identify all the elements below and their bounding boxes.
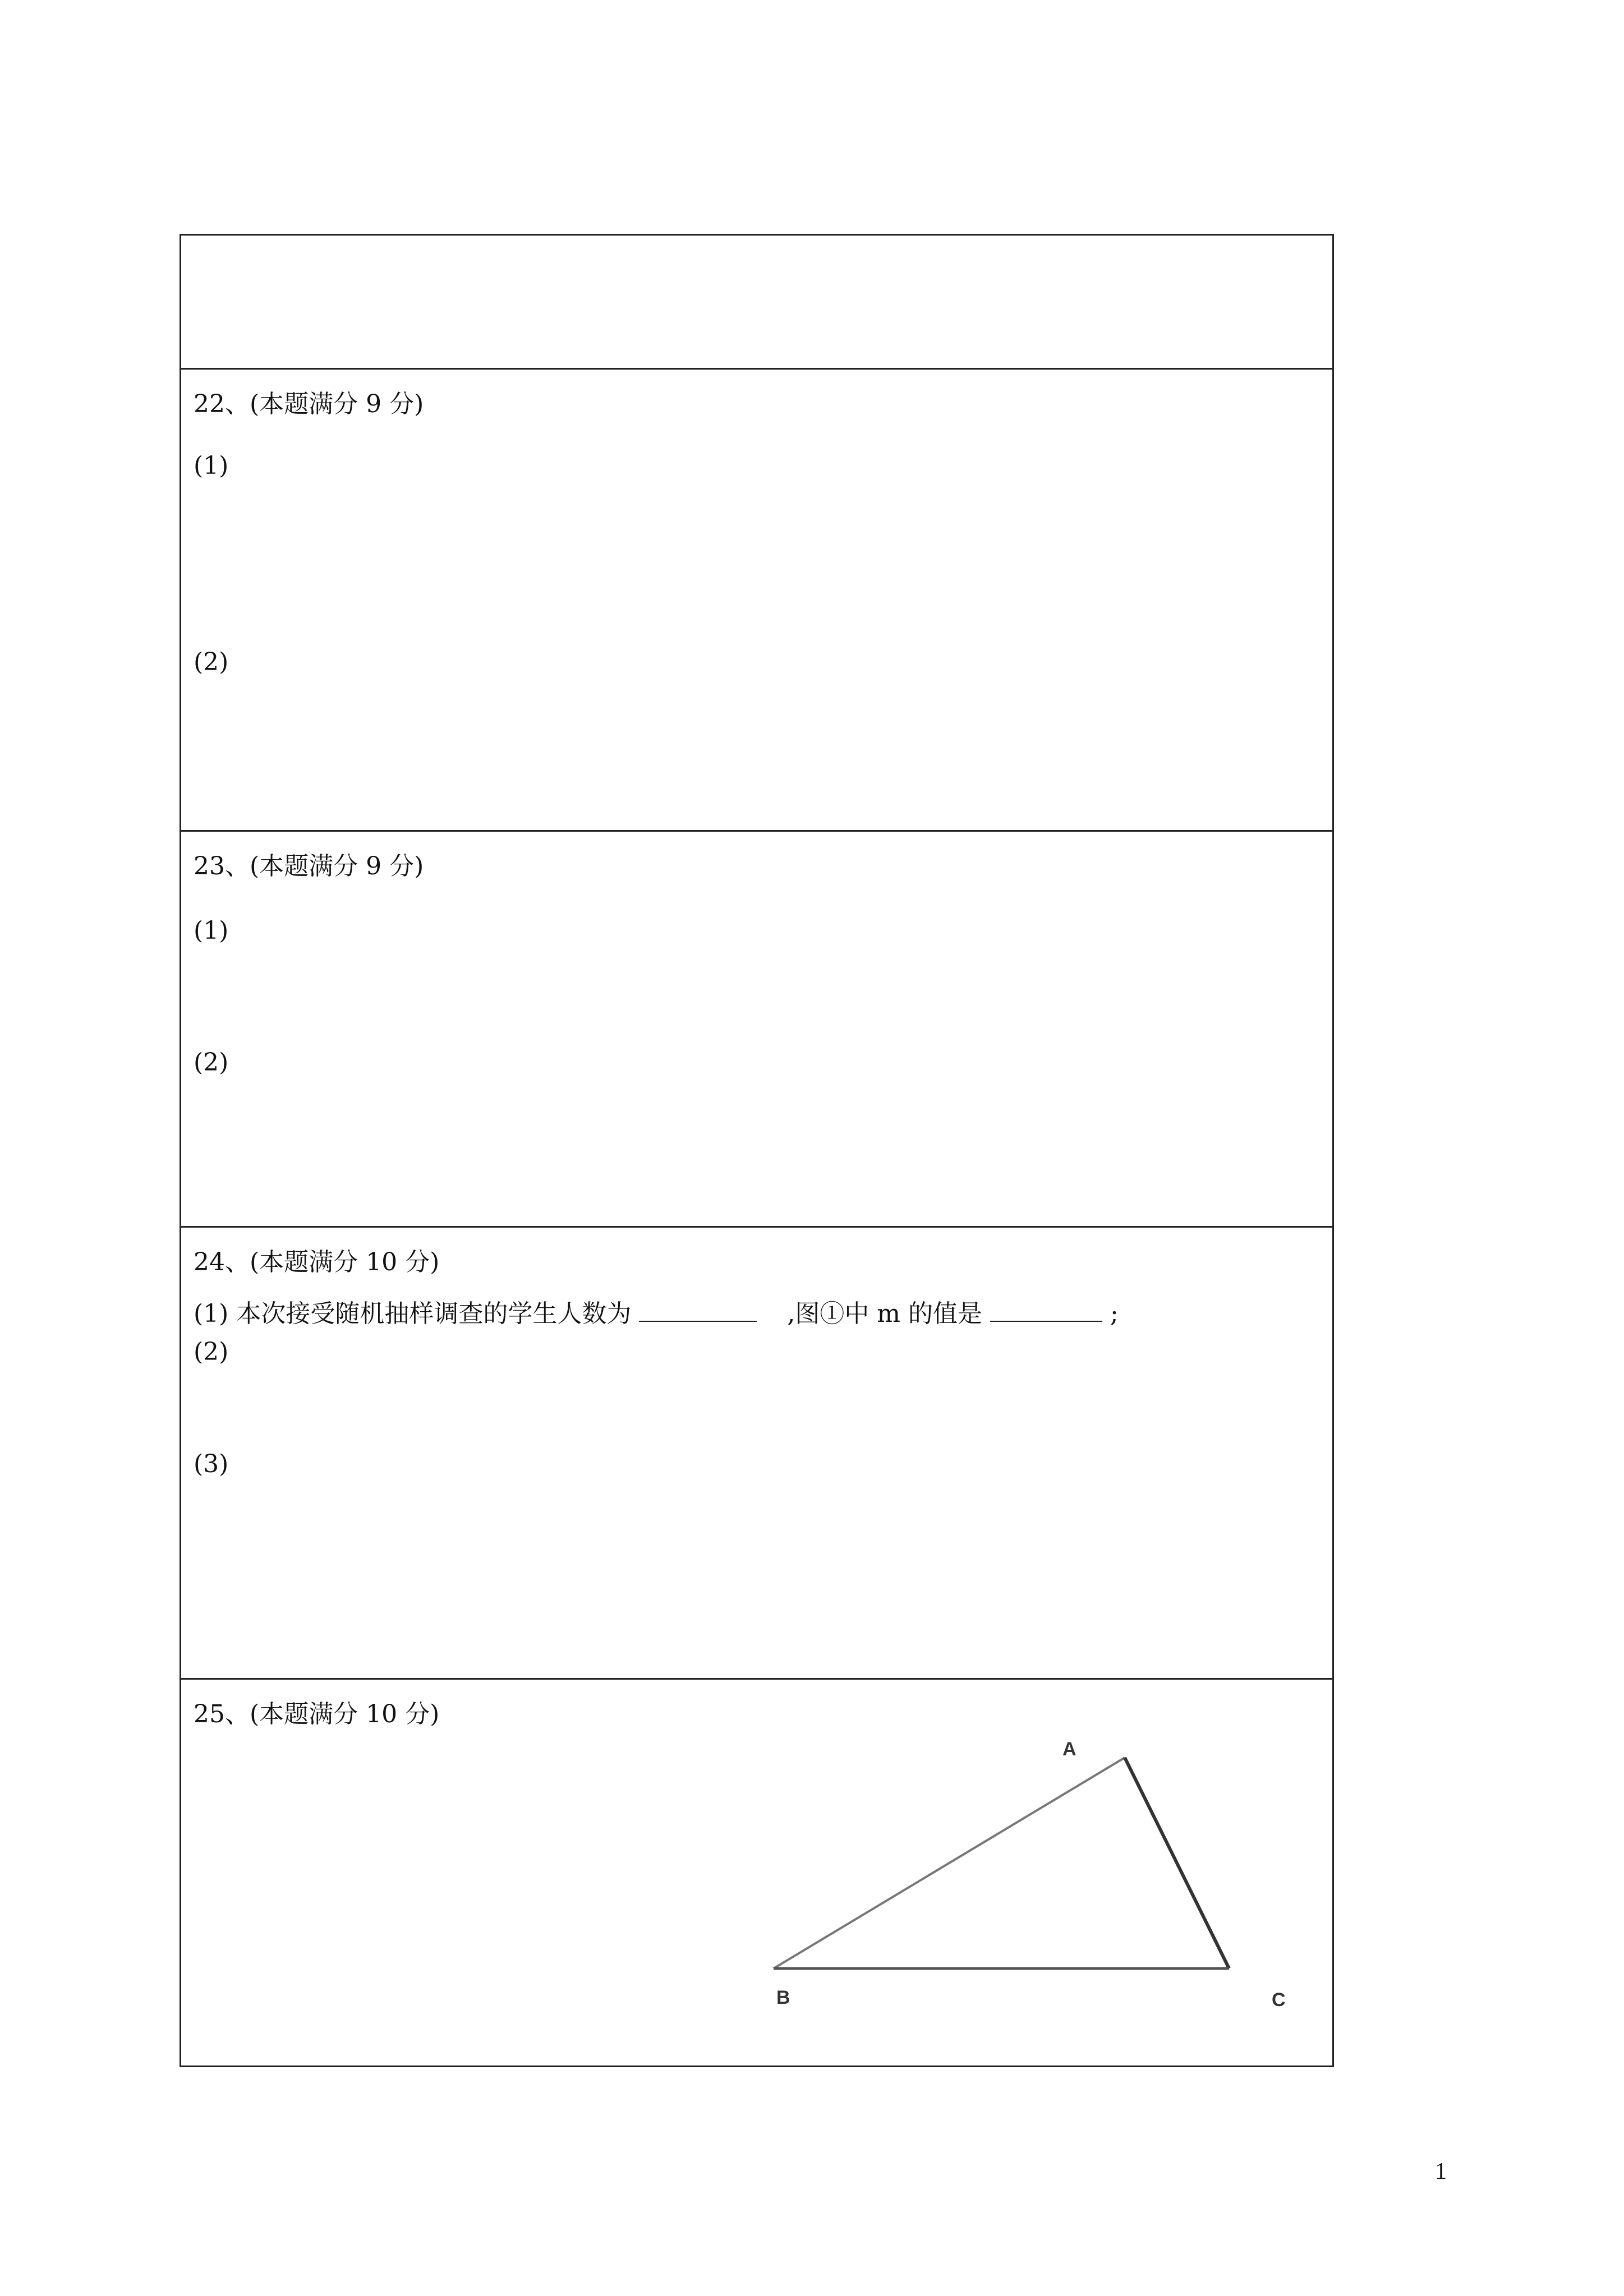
sample-count-answer-blank[interactable] [639,1299,757,1322]
question-24-title: 24、(本题满分 10 分) [194,1248,440,1276]
question-24-part-3: (3) [194,1450,229,1478]
question-23-section [181,830,1332,1226]
question-23-part-1: (1) [194,916,229,945]
triangle-vertex-c-label: C [1272,1989,1286,2011]
triangle-side-ac [1125,1758,1229,1968]
question-23-title: 23、(本题满分 9 分) [194,852,424,880]
triangle-vertex-a-label: A [1062,1739,1076,1760]
question-24-part-1 [194,1299,1119,1326]
question-24-part-1-label: (1) [194,1299,229,1328]
question-24-part-1-end: ; [1110,1299,1119,1328]
m-value-answer-blank[interactable] [990,1299,1102,1322]
question-25-title: 25、(本题满分 10 分) [194,1700,440,1728]
triangle-vertex-b-label: B [776,1987,790,2008]
triangle-side-ab [774,1758,1125,1968]
page-number: 1 [1435,2159,1447,2184]
question-22-part-1: (1) [194,451,229,480]
question-24-part-1-text: 本次接受随机抽样调查的学生人数为 [236,1299,632,1328]
question-23-part-2: (2) [194,1048,229,1077]
question-22-title: 22、(本题满分 9 分) [194,390,424,418]
question-24-section [181,1226,1332,1678]
question-24-part-1-mid: ,图①中 m 的值是 [787,1299,983,1328]
blank-top-section [181,236,1332,368]
question-22-part-2: (2) [194,648,229,676]
question-22-section [181,368,1332,830]
question-24-part-2: (2) [194,1338,229,1366]
triangle-abc-figure [729,1711,1318,2025]
